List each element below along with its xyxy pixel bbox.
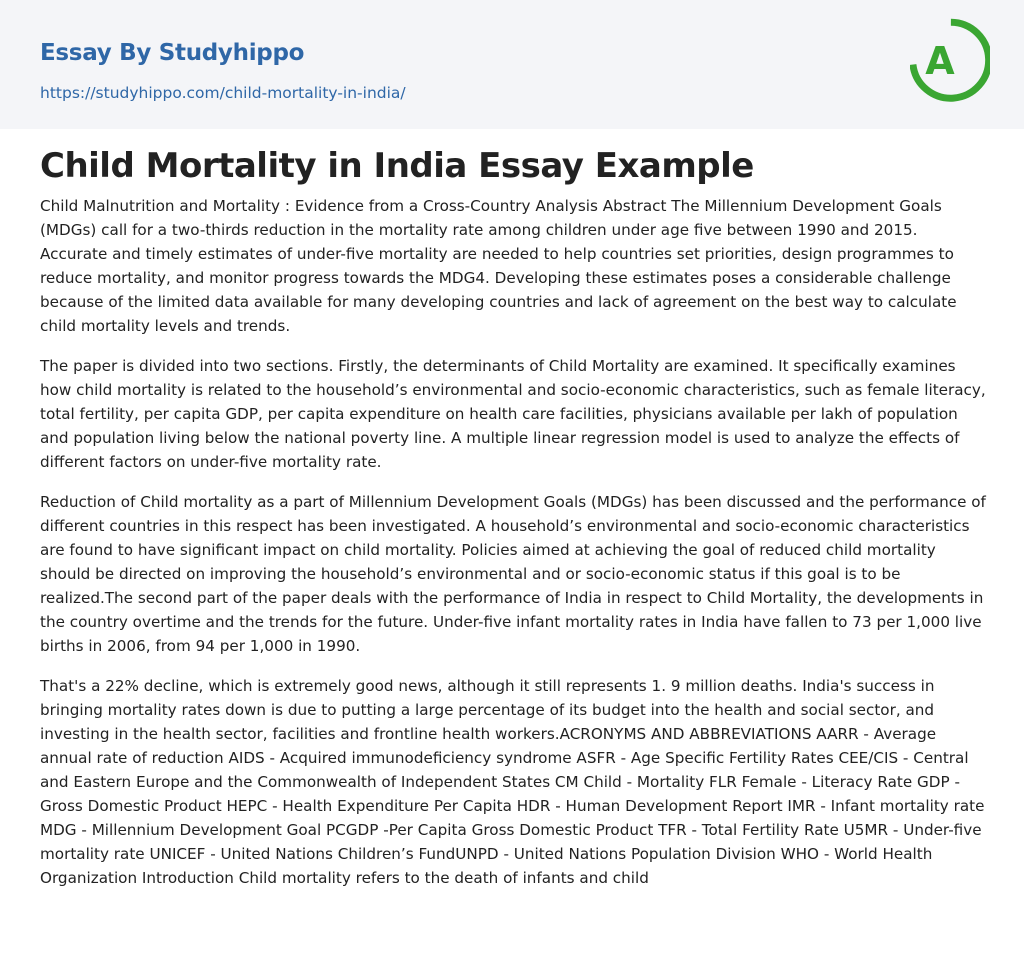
essay-body (40, 194, 986, 906)
site-brand[interactable]: Essay By Studyhippo (40, 40, 305, 66)
page-url-link[interactable]: https://studyhippo.com/child-mortality-in-india/ (40, 84, 406, 102)
studyhippo-logo-icon[interactable] (910, 18, 990, 106)
essay-paragraph: That's a 22% decline, which is extremely good news, although it still represents 1. 9 million deaths. India's success in bringing mortality rates down is due to putting a large percentage of its budget into the health and social sector, and investing in the health sector, facilities and frontline health workers.ACRONYMS AND ABBREVIATIONS AARR - Average annual rate of reduction AIDS - Acquired immunodeficiency syndrome ASFR - Age Specific Fertility Rates CEE/CIS - Central and Eastern Europe and the Commonwealth of Independent States CM Child - Mortality FLR Female - Literacy Rate GDP - Gross Domestic Product HEPC - Health Expenditure Per Capita HDR - Human Development Report IMR - Infant mortality rate MDG - Millennium Development Goal PCGDP -Per Capita Gross Domestic Product TFR - Total Fertility Rate U5MR - Under-five mortality rate UNICEF - United Nations Children’s FundUNPD - United Nations Population Division WHO - World Health Organization Introduction Child mortality refers to the death of infants and child (40, 677, 985, 887)
essay-paragraph: The paper is divided into two sections. Firstly, the determinants of Child Mortality are examined. It specifically examines how child mortality is related to the household’s environmental and socio-economic characteristics, such as female literacy, total fertility, per capita GDP, per capita expenditure on health care facilities, physicians available per lakh of population and population living below the national poverty line. A multiple linear regression model is used to analyze the effects of different factors on under-five mortality rate. (40, 357, 986, 471)
site-header (0, 0, 1024, 129)
essay-paragraph: Reduction of Child mortality as a part of Millennium Development Goals (MDGs) has been discussed and the performance of different countries in this respect has been investigated. A household’s environmental and socio-economic characteristics are found to have significant impact on child mortality. Policies aimed at achieving the goal of reduced child mortality should be directed on improving the household’s environmental and or socio-economic status if this goal is to be realized.The second part of the paper deals with the performance of India in respect to Child Mortality, the developments in the country overtime and the trends for the future. Under-five infant mortality rates in India have fallen to 73 per 1,000 live births in 2006, from 94 per 1,000 in 1990. (40, 493, 986, 655)
page-title: Child Mortality in India Essay Example (40, 146, 754, 186)
logo-letter: A (925, 39, 955, 83)
essay-paragraph: Child Malnutrition and Mortality : Evidence from a Cross-Country Analysis Abstract The Millennium Development Goals (MDGs) call for a two-thirds reduction in the mortality rate among children under age five between 1990 and 2015. Accurate and timely estimates of under-five mortality are needed to help countries set priorities, design programmes to reduce mortality, and monitor progress towards the MDG4. Developing these estimates poses a considerable challenge because of the limited data available for many developing countries and lack of agreement on the best way to calculate child mortality levels and trends. (40, 197, 957, 335)
